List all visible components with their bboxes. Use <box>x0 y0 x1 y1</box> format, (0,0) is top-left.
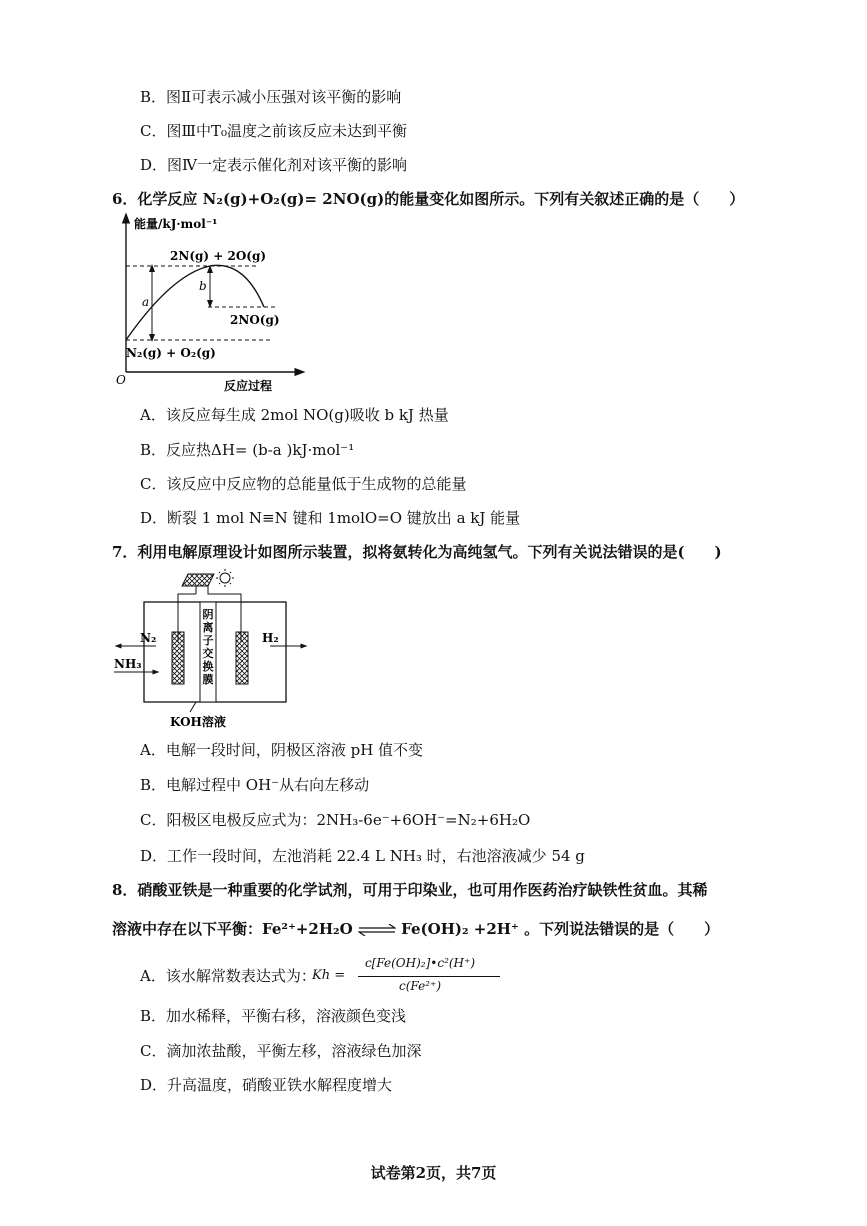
solution-label: KOH溶液 <box>170 715 226 729</box>
q8-equation-left: 溶液中存在以下平衡：Fe²⁺+2H₂O <box>112 920 353 938</box>
q7-stem: 7．利用电解原理设计如图所示装置，拟将氨转化为高纯氢气。下列有关说法错误的是( ) <box>112 543 722 561</box>
q5-option-d: D．图Ⅳ一定表示催化剂对该平衡的影响 <box>140 156 408 174</box>
solar-panel-icon <box>182 569 234 587</box>
page-footer: 试卷第2页，共7页 <box>370 1164 497 1182</box>
h2-label: H₂ <box>262 631 279 645</box>
q6-option-a: A．该反应每生成 2mol NO(g)吸收 b kJ 热量 <box>140 406 449 424</box>
q7-option-b: B．电解过程中 OH⁻从右向左移动 <box>140 776 370 794</box>
q8-option-b: B．加水稀释，平衡右移，溶液颜色变浅 <box>140 1007 407 1025</box>
cathode <box>236 632 248 684</box>
q8-option-d: D．升高温度，硝酸亚铁水解程度增大 <box>140 1076 393 1094</box>
product-label: 2NO(g) <box>230 313 280 327</box>
q5-option-b: B．图Ⅱ可表示减小压强对该平衡的影响 <box>140 88 402 106</box>
q6-stem: 6．化学反应 N₂(g)+O₂(g)= 2NO(g)的能量变化如图所示。下列有关叙述正确的是（ ） <box>112 190 745 208</box>
q8-stem-line1: 8．硝酸亚铁是一种重要的化学试剂，可用于印染业，也可用作医药治疗缺铁性贫血。其稀 <box>112 881 708 899</box>
y-axis-label: 能量/kJ·mol⁻¹ <box>134 217 218 231</box>
fraction-bar <box>358 976 500 977</box>
q7-option-a: A．电解一段时间，阴极区溶液 pH 值不变 <box>140 741 424 759</box>
membrane-label: 阴离子交换膜 <box>202 608 214 686</box>
x-axis-label: 反应过程 <box>224 379 273 393</box>
origin-label: O <box>116 373 126 387</box>
q8-option-c: C．滴加浓盐酸，平衡左移，溶液绿色加深 <box>140 1042 422 1060</box>
q8-equation-right: Fe(OH)₂ +2H⁺ 。下列说法错误的是（ ） <box>401 920 720 938</box>
q7-option-d: D．工作一段时间，左池消耗 22.4 L NH₃ 时，右池溶液减少 54 g <box>140 847 585 865</box>
q8-stem-line2 <box>112 919 719 939</box>
q8-option-a: A．该水解常数表达式为： <box>140 967 316 985</box>
energy-diagram <box>112 212 312 394</box>
q7-option-c: C．阳极区电极反应式为：2NH₃-6e⁻+6OH⁻=N₂+6H₂O <box>140 811 531 829</box>
kh-denominator: c(Fe²⁺) <box>399 979 441 993</box>
kh-fraction <box>340 956 510 998</box>
reactant-label: N₂(g) + O₂(g) <box>126 346 216 360</box>
q6-option-d: D．断裂 1 mol N≡N 键和 1molO=O 键放出 a kJ 能量 <box>140 509 521 527</box>
nh3-label: NH₃ <box>114 657 142 671</box>
label-b: b <box>199 279 207 293</box>
n2-label: N₂ <box>140 631 157 645</box>
label-a: a <box>142 295 150 309</box>
kh-symbol: Kh = <box>312 968 346 983</box>
equilibrium-arrow-icon <box>358 924 396 936</box>
q6-option-c: C．该反应中反应物的总能量低于生成物的总能量 <box>140 475 467 493</box>
q5-option-c: C．图Ⅲ中T₀温度之前该反应未达到平衡 <box>140 122 407 140</box>
anode <box>172 632 184 684</box>
top-state-label: 2N(g) + 2O(g) <box>170 249 267 263</box>
electrolysis-apparatus <box>112 566 312 736</box>
q6-option-b: B．反应热ΔH= (b-a )kJ·mol⁻¹ <box>140 441 355 459</box>
kh-numerator: c[Fe(OH)₂]•c²(H⁺) <box>364 956 476 970</box>
